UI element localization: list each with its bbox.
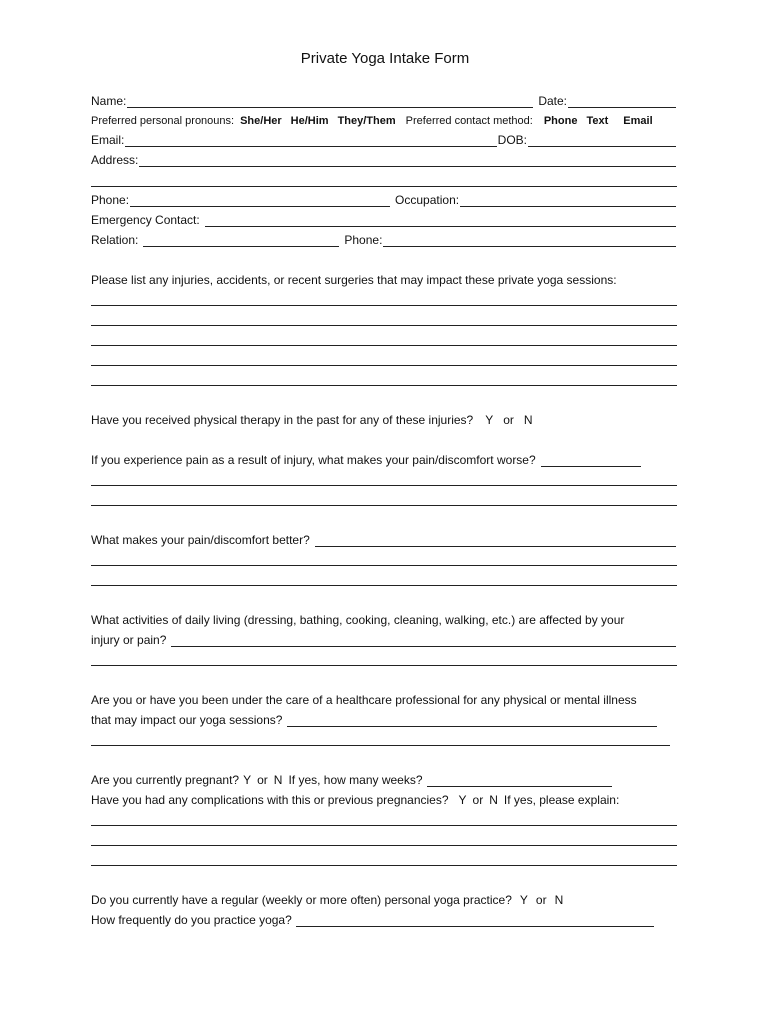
- practice-or: or: [535, 893, 547, 907]
- complications-explain-label: If yes, please explain:: [503, 793, 620, 807]
- emergency-contact-label: Emergency Contact:: [91, 213, 200, 227]
- injuries-answer-line-1[interactable]: [91, 305, 677, 306]
- pain-better-question-text: What makes your pain/discomfort better?: [91, 533, 310, 547]
- injuries-answer-line-5[interactable]: [91, 385, 677, 386]
- contact-option-email[interactable]: Email: [623, 115, 653, 127]
- healthcare-question-line-2: [91, 709, 677, 727]
- injuries-question: [91, 269, 677, 287]
- contact-option-text[interactable]: Text: [586, 115, 609, 127]
- injuries-answer-line-3[interactable]: [91, 345, 677, 346]
- pregnancy-or: or: [257, 773, 268, 787]
- complications-answer-line-1[interactable]: [91, 825, 677, 826]
- name-label: Name:: [91, 94, 127, 108]
- emergency-contact-row: [91, 209, 677, 227]
- pain-worse-answer-line-2[interactable]: [91, 505, 677, 506]
- healthcare-question-text-1: Are you or have you been under the care of a healthcare professional for any physical or mental illness: [91, 693, 637, 707]
- pain-better-question: [91, 529, 677, 547]
- phone-field[interactable]: [130, 194, 390, 207]
- daily-living-question-text-2: injury or pain?: [91, 633, 167, 647]
- healthcare-answer-line-1[interactable]: [91, 745, 670, 746]
- email-dob-row: [91, 129, 677, 147]
- practice-yes[interactable]: Y: [519, 893, 528, 907]
- contact-method-label: Preferred contact method:: [405, 115, 533, 127]
- practice-no[interactable]: N: [554, 893, 564, 907]
- relation-phone-label: Phone:: [344, 233, 383, 247]
- dob-label: DOB:: [497, 133, 527, 147]
- pronouns-label: Preferred personal pronouns:: [91, 115, 235, 127]
- address-field-line-2[interactable]: [91, 186, 677, 187]
- contact-option-phone[interactable]: Phone: [543, 115, 578, 127]
- pain-worse-question: [91, 449, 677, 467]
- pain-better-field[interactable]: [315, 534, 676, 547]
- complications-answer-line-3[interactable]: [91, 865, 677, 866]
- complications-or: or: [472, 793, 484, 807]
- healthcare-field[interactable]: [287, 714, 657, 727]
- email-field[interactable]: [125, 134, 496, 147]
- pregnancy-question: [91, 769, 677, 787]
- complications-yes[interactable]: Y: [458, 793, 467, 807]
- daily-living-question-line-1: [91, 609, 677, 627]
- complications-answer-line-2[interactable]: [91, 845, 677, 846]
- daily-living-field[interactable]: [171, 634, 676, 647]
- pregnancy-weeks-field[interactable]: [427, 774, 612, 787]
- frequency-question-text: How frequently do you practice yoga?: [91, 913, 292, 927]
- address-row: [91, 149, 677, 167]
- physical-therapy-or: or: [503, 413, 514, 427]
- practice-question-text: Do you currently have a regular (weekly or more often) personal yoga practice?: [91, 893, 512, 907]
- emergency-contact-field[interactable]: [205, 214, 676, 227]
- daily-living-question-line-2: [91, 629, 677, 647]
- pronoun-option-they-them[interactable]: They/Them: [337, 115, 396, 127]
- daily-living-question-text-1: What activities of daily living (dressing, bathing, cooking, cleaning, walking, etc.) are affected by your: [91, 613, 625, 627]
- address-label: Address:: [91, 153, 139, 167]
- physical-therapy-question: [91, 409, 677, 427]
- complications-question-text: Have you had any complications with this or previous pregnancies?: [91, 793, 449, 807]
- injuries-question-text: Please list any injuries, accidents, or recent surgeries that may impact these private yoga sessions:: [91, 273, 617, 287]
- occupation-field[interactable]: [460, 194, 676, 207]
- injuries-answer-line-4[interactable]: [91, 365, 677, 366]
- healthcare-question-text-2: that may impact our yoga sessions?: [91, 713, 283, 727]
- pain-better-answer-line-2[interactable]: [91, 585, 677, 586]
- pregnancy-question-text: Are you currently pregnant?: [91, 773, 240, 787]
- relation-label: Relation:: [91, 233, 139, 247]
- preferences-row: [91, 110, 677, 128]
- relation-phone-field[interactable]: [383, 234, 676, 247]
- practice-question: [91, 889, 677, 907]
- relation-phone-row: [91, 229, 677, 247]
- pain-better-answer-line-1[interactable]: [91, 565, 677, 566]
- phone-occupation-row: [91, 189, 677, 207]
- frequency-question: [91, 909, 677, 927]
- form-title: Private Yoga Intake Form: [300, 50, 470, 67]
- physical-therapy-question-text: Have you received physical therapy in the past for any of these injuries?: [91, 413, 474, 427]
- date-field[interactable]: [568, 95, 676, 108]
- pain-worse-question-text: If you experience pain as a result of injury, what makes your pain/discomfort worse?: [91, 453, 536, 467]
- name-field[interactable]: [127, 95, 533, 108]
- email-label: Email:: [91, 133, 125, 147]
- physical-therapy-yes[interactable]: Y: [485, 413, 494, 427]
- occupation-label: Occupation:: [395, 193, 460, 207]
- pronoun-option-he-him[interactable]: He/Him: [290, 115, 329, 127]
- phone-label: Phone:: [91, 193, 130, 207]
- pregnancy-no[interactable]: N: [273, 773, 283, 787]
- date-label: Date:: [538, 94, 567, 108]
- injuries-answer-line-2[interactable]: [91, 325, 677, 326]
- pronoun-option-she-her[interactable]: She/Her: [240, 115, 282, 127]
- complications-question: [91, 789, 677, 807]
- frequency-field[interactable]: [296, 914, 654, 927]
- relation-field[interactable]: [143, 234, 339, 247]
- dob-field[interactable]: [528, 134, 676, 147]
- pain-worse-field[interactable]: [541, 454, 641, 467]
- name-date-row: [91, 90, 677, 108]
- healthcare-question-line-1: [91, 689, 677, 707]
- complications-no[interactable]: N: [489, 793, 498, 807]
- pregnancy-yes[interactable]: Y: [243, 773, 252, 787]
- address-field[interactable]: [139, 154, 676, 167]
- physical-therapy-no[interactable]: N: [523, 413, 533, 427]
- daily-living-answer-line-1[interactable]: [91, 665, 677, 666]
- pain-worse-answer-line-1[interactable]: [91, 485, 677, 486]
- pregnancy-weeks-label: If yes, how many weeks?: [288, 773, 423, 787]
